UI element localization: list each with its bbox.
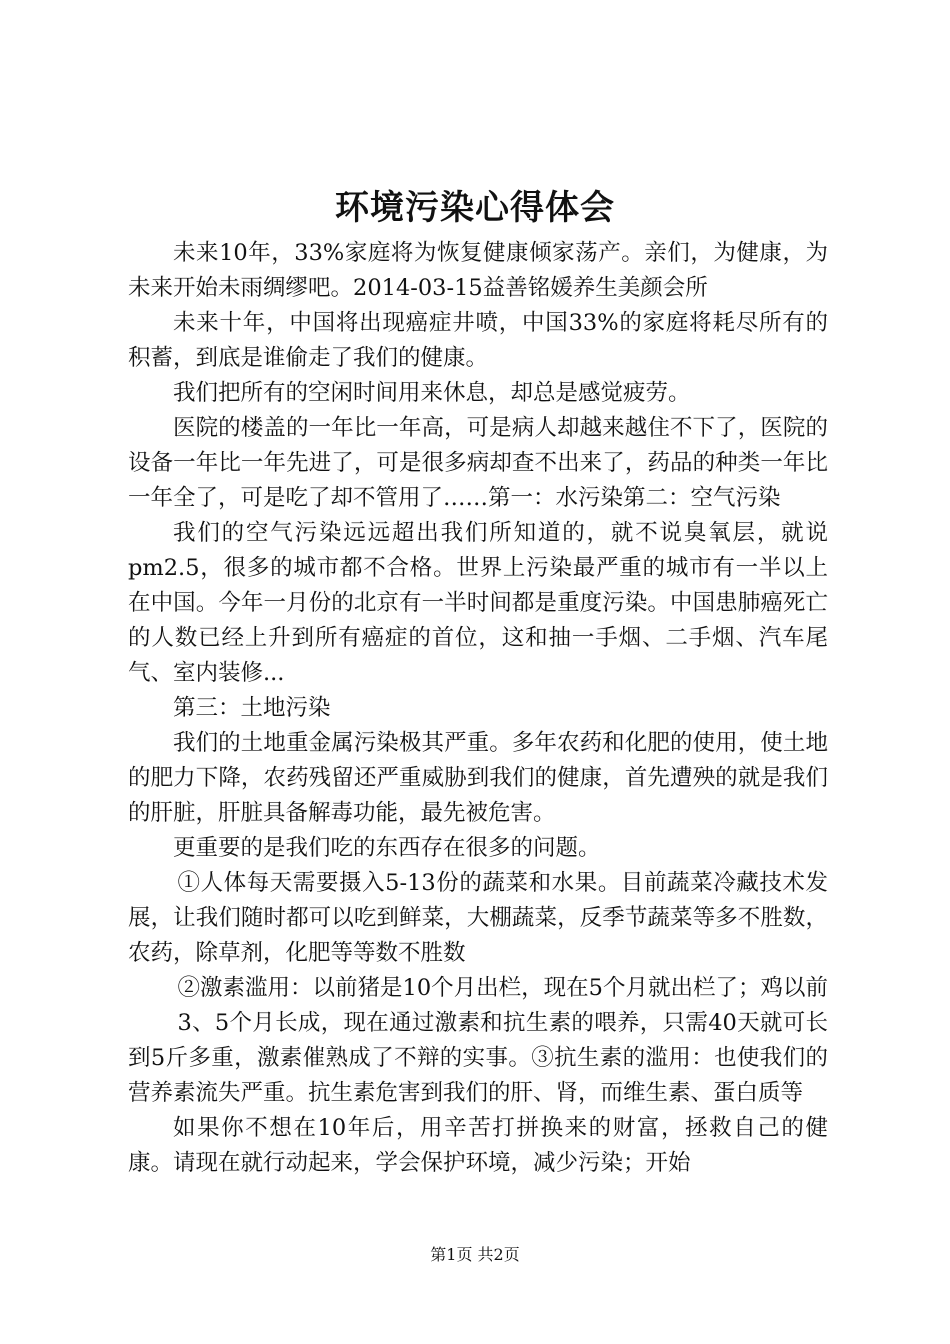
paragraph: 未来10年，33%家庭将为恢复健康倾家荡产。亲们，为健康，为未来开始未雨绸缪吧。2014-03-15益善铭媛养生美颜会所 [128,240,828,301]
paragraph: ①人体每天需要摄入5-13份的蔬菜和水果。目前蔬菜冷藏技术发展，让我们随时都可以吃到鲜菜，大棚蔬菜，反季节蔬菜等多不胜数，农药，除草剂，化肥等等数不胜数 [128,870,828,966]
document-title: 环境污染心得体会 [335,188,615,228]
paragraph: 3、5个月长成，现在通过激素和抗生素的喂养，只需40天就可长到5斤多重，激素催熟成了不辩的实事。③抗生素的滥用：也使我们的营养素流失严重。抗生素危害到我们的肝、肾，而维生素、蛋白质等 [128,1010,828,1106]
paragraph: 我们把所有的空闲时间用来休息，却总是感觉疲劳。 [173,380,691,406]
document-body [128,236,828,1181]
paragraph: 如果你不想在10年后，用辛苦打拼换来的财富，拯救自己的健康。请现在就行动起来，学会保护环境，减少污染；开始 [128,1115,828,1176]
paragraph: 未来十年，中国将出现癌症井喷，中国33%的家庭将耗尽所有的积蓄，到底是谁偷走了我们的健康。 [128,310,828,371]
paragraph: 我们的空气污染远远超出我们所知道的，就不说臭氧层，就说pm2.5，很多的城市都不合格。世界上污染最严重的城市有一半以上在中国。今年一月份的北京有一半时间都是重度污染。中国患肺癌死亡的人数已经上升到所有癌症的首位，这和抽一手烟、二手烟、汽车尾气、室内装修... [128,520,828,686]
paragraph: ②激素滥用：以前猪是10个月出栏，现在5个月就出栏了；鸡以前 [177,975,828,1001]
section-heading: 第三：土地污染 [173,695,331,721]
page-footer: 第1页 共2页 [430,1245,520,1264]
paragraph: 医院的楼盖的一年比一年高，可是病人却越来越住不下了，医院的设备一年比一年先进了，可是很多病却查不出来了，药品的种类一年比一年全了，可是吃了却不管用了……第一：水污染第二：空气污染 [128,415,828,511]
paragraph: 更重要的是我们吃的东西存在很多的问题。 [173,835,601,861]
paragraph: 我们的土地重金属污染极其严重。多年农药和化肥的使用，使土地的肥力下降，农药残留还严重威胁到我们的健康，首先遭殃的就是我们的肝脏，肝脏具备解毒功能，最先被危害。 [128,730,828,826]
